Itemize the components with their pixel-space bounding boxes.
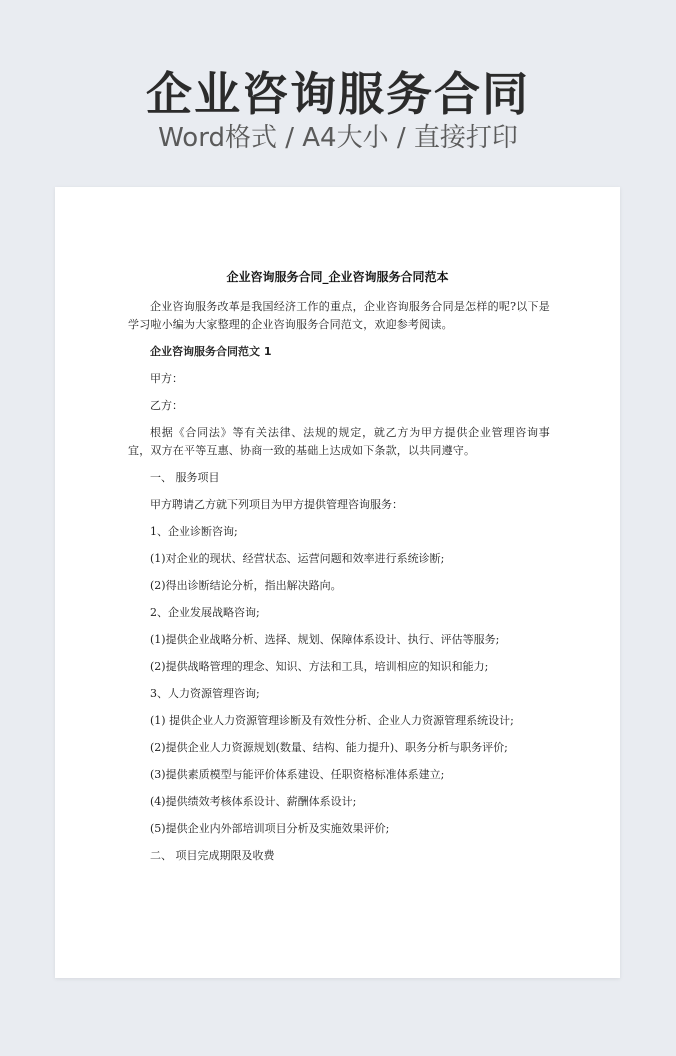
intro-paragraph: 企业咨询服务改革是我国经济工作的重点，企业咨询服务合同是怎样的呢?以下是学习啦小编为大家整理的企业咨询服务合同范文，欢迎参考阅读。	[128, 300, 550, 331]
clause-line: (1)对企业的现状、经营状态、运营问题和效率进行系统诊断;	[150, 552, 445, 565]
clause-line: (2)得出诊断结论分析，指出解决路向。	[150, 579, 342, 592]
clause-line: 甲方聘请乙方就下列项目为甲方提供管理咨询服务：	[150, 498, 403, 511]
clause-line: (2)提供战略管理的理念、知识、方法和工具，培训相应的知识和能力;	[150, 660, 489, 673]
clause-line: 1、企业诊断咨询;	[150, 525, 238, 538]
clause-line: 2、企业发展战略咨询;	[150, 606, 260, 619]
banner-title: 企业咨询服务合同	[146, 67, 530, 121]
section-heading: 企业咨询服务合同范文 1	[150, 345, 272, 358]
preamble-paragraph: 根据《合同法》等有关法律、法规的规定，就乙方为甲方提供企业管理咨询事宜，双方在平等互惠、协商一致的基础上达成如下条款，以共同遵守。	[128, 426, 550, 457]
clause-line: (1)提供企业战略分析、选择、规划、保障体系设计、执行、评估等服务;	[150, 633, 500, 646]
clause-line: (2)提供企业人力资源规划(数量、结构、能力提升)、职务分析与职务评价;	[150, 741, 508, 754]
party-b-line: 乙方：	[150, 399, 183, 412]
clause-line: 二、 项目完成期限及收费	[150, 849, 275, 862]
clause-line: (5)提供企业内外部培训项目分析及实施效果评价;	[150, 822, 390, 835]
clause-line: (1) 提供企业人力资源管理诊断及有效性分析、企业人力资源管理系统设计;	[150, 714, 514, 727]
party-a-line: 甲方：	[150, 372, 183, 385]
clause-line: 3、人力资源管理咨询;	[150, 687, 260, 700]
clause-line: (3)提供素质模型与能评价体系建设、任职资格标准体系建立;	[150, 768, 445, 781]
document-page	[55, 187, 620, 978]
document-body	[128, 298, 550, 865]
clause-line: 一、 服务项目	[150, 471, 220, 484]
banner-subtitle: Word格式 / A4大小 / 直接打印	[158, 123, 518, 153]
document-title: 企业咨询服务合同_企业咨询服务合同范本	[226, 270, 449, 284]
clause-line: (4)提供绩效考核体系设计、薪酬体系设计;	[150, 795, 357, 808]
